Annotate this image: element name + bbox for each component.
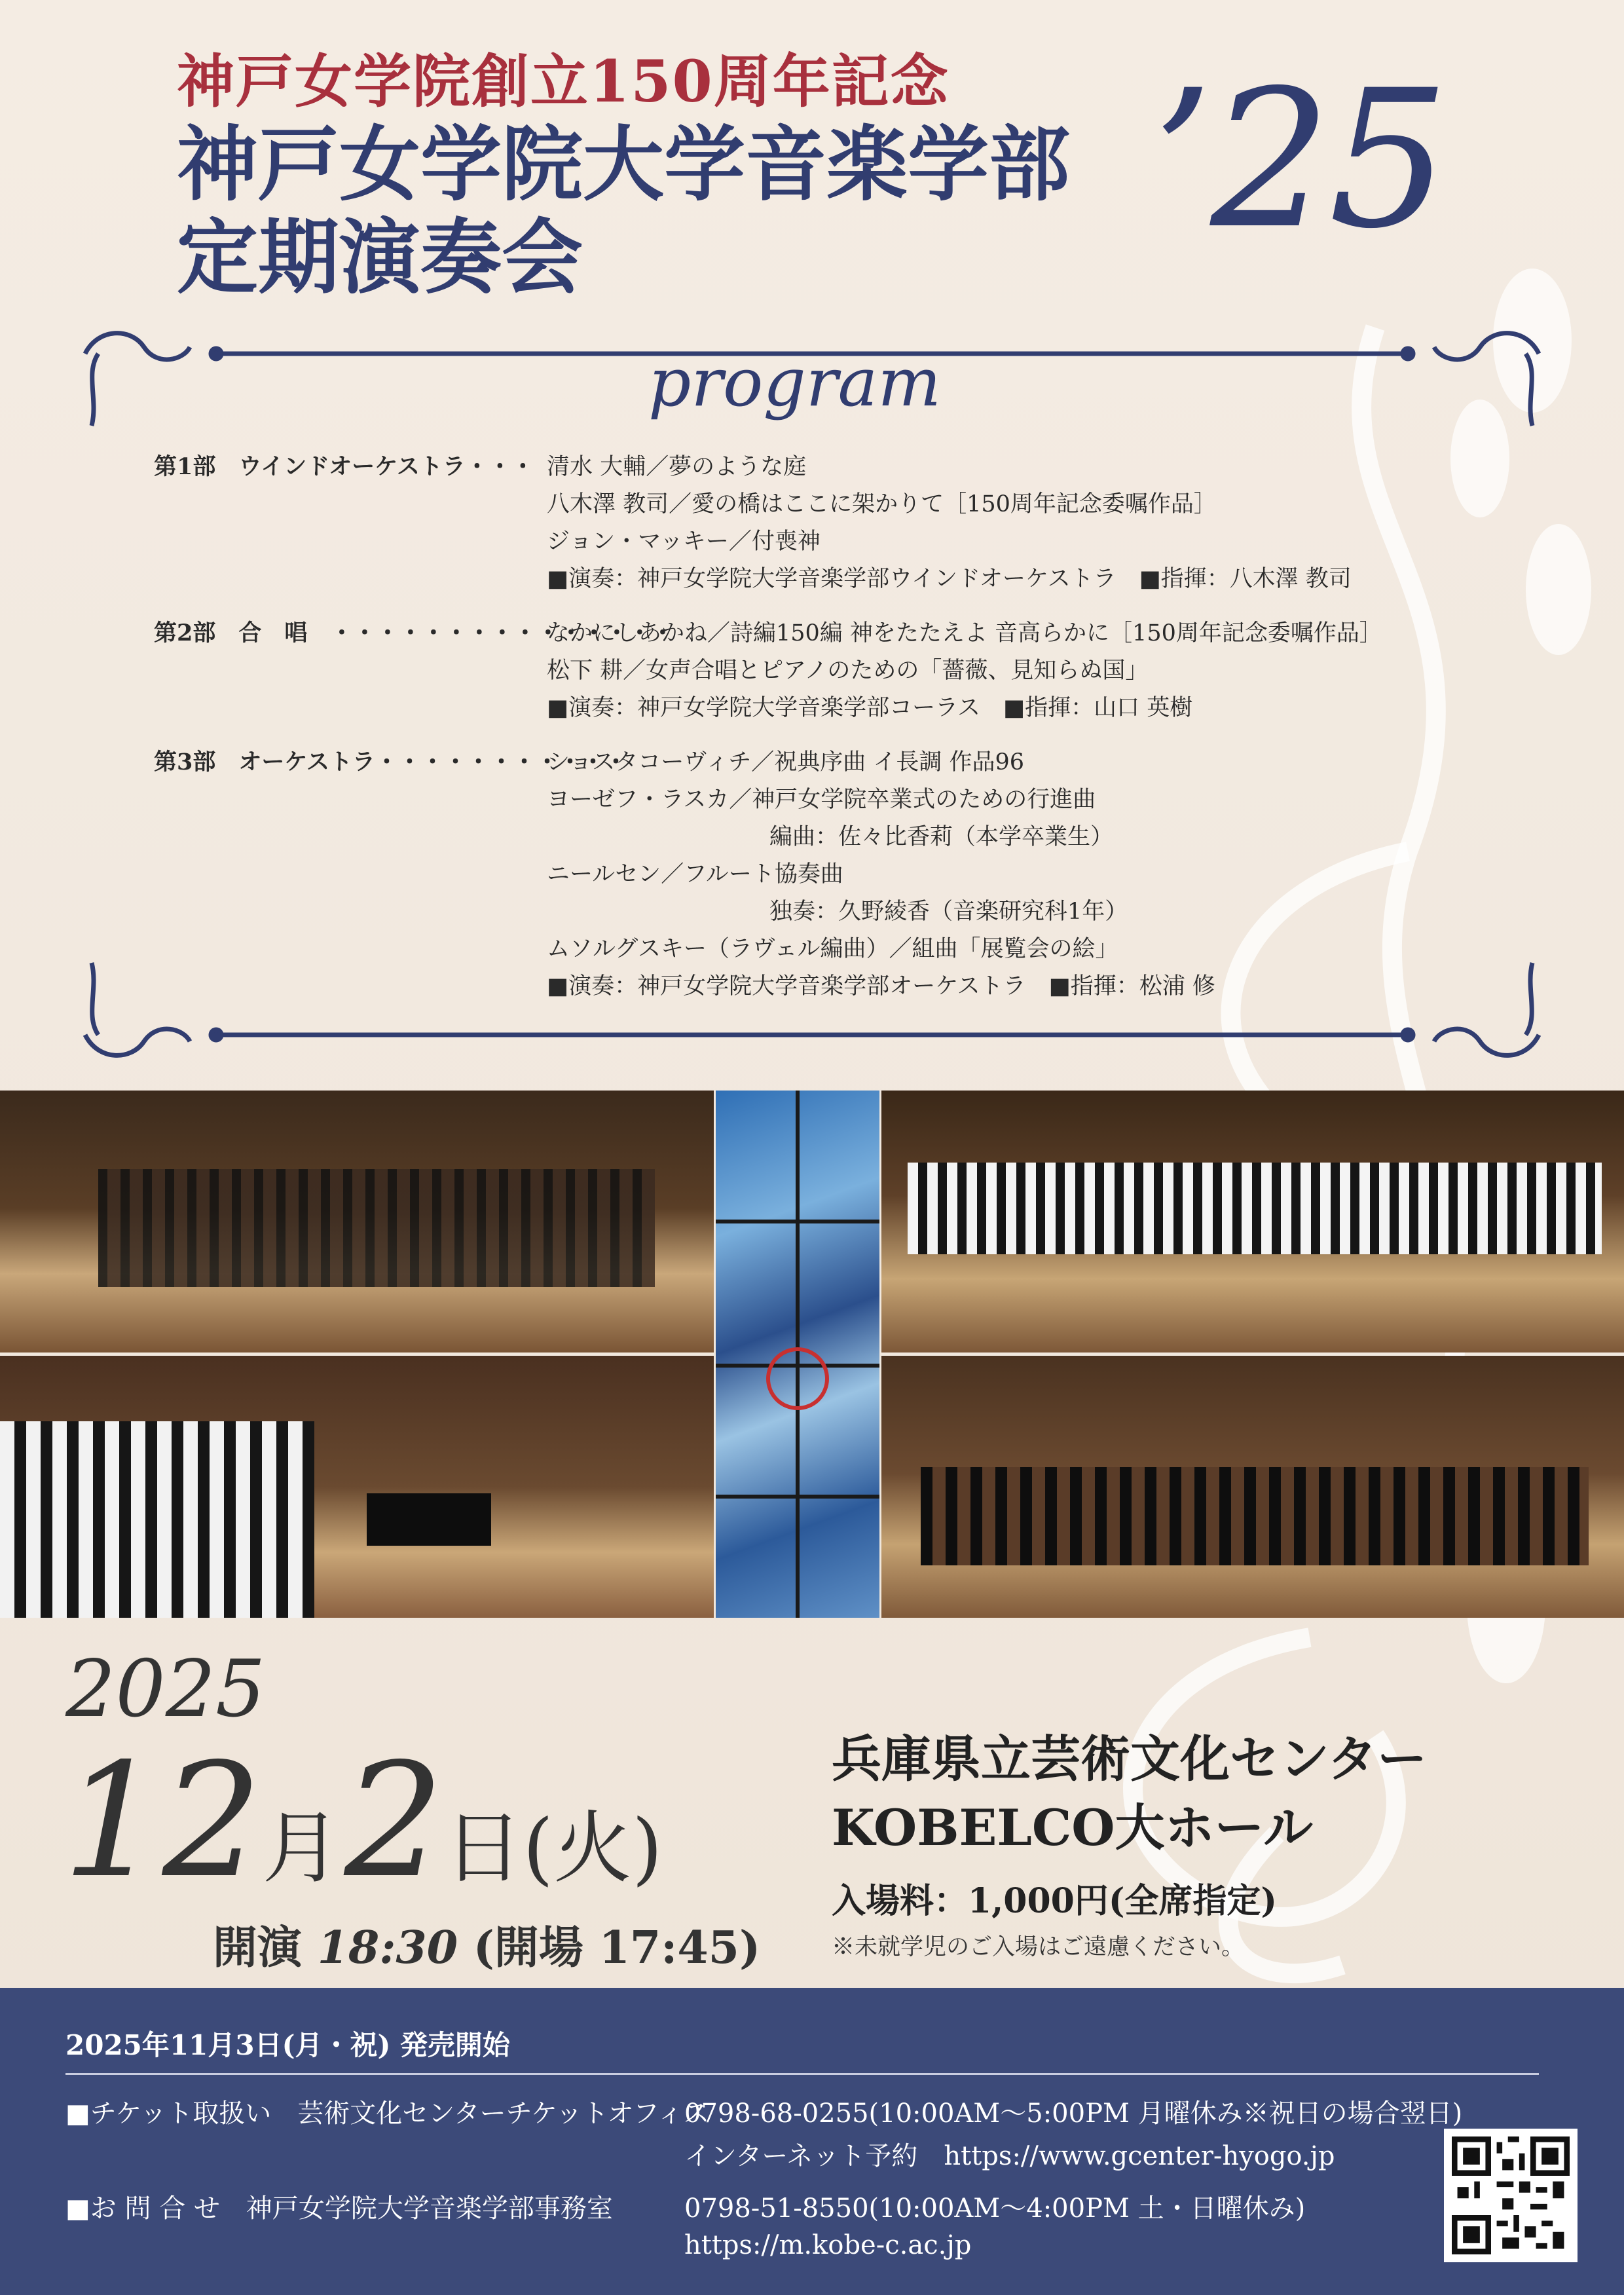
sale-date: 2025年11月3日(月・祝) 発売開始 bbox=[65, 2029, 510, 2061]
photo-orchestra bbox=[881, 1356, 1624, 1618]
photo-choir-piano bbox=[0, 1356, 714, 1618]
concert-subtitle: 定期演奏会 bbox=[177, 210, 583, 305]
program-heading: program bbox=[648, 344, 942, 422]
program-line: 八木澤 教司／愛の橋はここに架かりて［150周年記念委嘱作品］ bbox=[547, 491, 1217, 517]
ticket-web-link[interactable]: インターネット予約 https://www.gcenter-hyogo.jp bbox=[684, 2141, 1335, 2171]
doors-open: (開場 17:45) bbox=[473, 1922, 761, 1974]
program-line: 清水 大輔／夢のような庭 bbox=[547, 454, 807, 480]
concert-photo-collage bbox=[0, 1091, 1624, 1618]
qr-code-icon[interactable] bbox=[1444, 2129, 1578, 2262]
ticket-office-label: ■チケット取扱い 芸術文化センターチケットオフィス bbox=[65, 2099, 710, 2129]
contact-phone: 0798-51-8550(10:00AM〜4:00PM 土・日曜休み) bbox=[684, 2193, 1306, 2224]
ticket-office-phone: 0798-68-0255(10:00AM〜5:00PM 月曜休み※祝日の場合翌日) bbox=[684, 2099, 1463, 2129]
footer-divider bbox=[65, 2073, 1539, 2075]
weekday: (火) bbox=[523, 1803, 663, 1894]
photo-wind-orchestra bbox=[0, 1091, 714, 1353]
program-line: ムソルグスキー（ラヴェル編曲）／組曲「展覧会の絵」 bbox=[547, 936, 1118, 962]
program-line: ジョン・マッキー／付喪神 bbox=[547, 529, 821, 555]
program-part-3 bbox=[154, 744, 1464, 1005]
stained-glass-window bbox=[716, 1091, 879, 1618]
concert-year: 2025 bbox=[65, 1644, 266, 1735]
program-line: なかにしあかね／詩編150編 神をたたえよ 音高らかに［150周年記念委嘱作品］ bbox=[547, 620, 1382, 646]
program-line: ■演奏：神戸女学院大学音楽学部オーケストラ ■指揮：松浦 修 bbox=[547, 973, 1215, 999]
program-line: ■演奏：神戸女学院大学音楽学部ウインドオーケストラ ■指揮：八木澤 教司 bbox=[547, 566, 1352, 592]
start-time-value: 18:30 bbox=[317, 1922, 458, 1974]
program-line: ■演奏：神戸女学院大学音楽学部コーラス ■指揮：山口 英樹 bbox=[547, 695, 1193, 721]
ticket-info-footer bbox=[0, 1988, 1624, 2295]
program-line: ニールセン／フルート協奏曲 bbox=[547, 861, 843, 887]
program-line: ヨーゼフ・ラスカ／神戸女学院卒業式のための行進曲 bbox=[547, 787, 1096, 813]
program-part-1 bbox=[154, 449, 1464, 598]
concert-month: 12 bbox=[62, 1729, 263, 1912]
program-part-2 bbox=[154, 615, 1464, 727]
month-unit: 月 bbox=[262, 1803, 341, 1894]
program-line: ショスタコーヴィチ／祝典序曲 イ長調 作品96 bbox=[547, 749, 1024, 775]
concert-day: 2 bbox=[344, 1729, 445, 1912]
venue-name: 兵庫県立芸術文化センター bbox=[832, 1730, 1427, 1788]
concert-title: 神戸女学院大学音楽学部 bbox=[177, 117, 1071, 212]
contact-web-link[interactable]: https://m.kobe-c.ac.jp bbox=[684, 2230, 972, 2260]
contact-label: ■お 問 合 せ 神戸女学院大学音楽学部事務室 bbox=[65, 2193, 613, 2224]
program-list bbox=[154, 449, 1464, 1022]
year-mark: ’25 bbox=[1153, 50, 1447, 271]
venue-hall: KOBELCO大ホール bbox=[832, 1799, 1313, 1857]
program-line: 編曲：佐々比香莉（本学卒業生） bbox=[769, 824, 1114, 850]
admission-fee: 入場料：1,000円(全席指定) bbox=[832, 1881, 1278, 1921]
part-label: 第2部 合 唱 ・・・・・・・・・・・・・・・ bbox=[154, 620, 674, 646]
program-line: 松下 耕／女声合唱とピアノのための「薔薇、見知らぬ国」 bbox=[547, 658, 1149, 684]
photo-choir-stage bbox=[881, 1091, 1624, 1353]
anniversary-title: 神戸女学院創立150周年記念 bbox=[177, 47, 950, 115]
day-unit: 日 bbox=[444, 1803, 523, 1894]
start-time bbox=[213, 1912, 760, 1976]
part-label: 第3部 オーケストラ・・・・・・・・・・・ bbox=[154, 749, 627, 775]
start-label: 開演 bbox=[213, 1922, 303, 1974]
admission-note: ※未就学児のご入場はご遠慮ください。 bbox=[832, 1934, 1245, 1960]
program-line: 独奏：久野綾香（音楽研究科1年） bbox=[769, 899, 1128, 925]
part-label: 第1部 ウインドオーケストラ・・・ bbox=[154, 453, 534, 480]
concert-date bbox=[62, 1729, 663, 1912]
